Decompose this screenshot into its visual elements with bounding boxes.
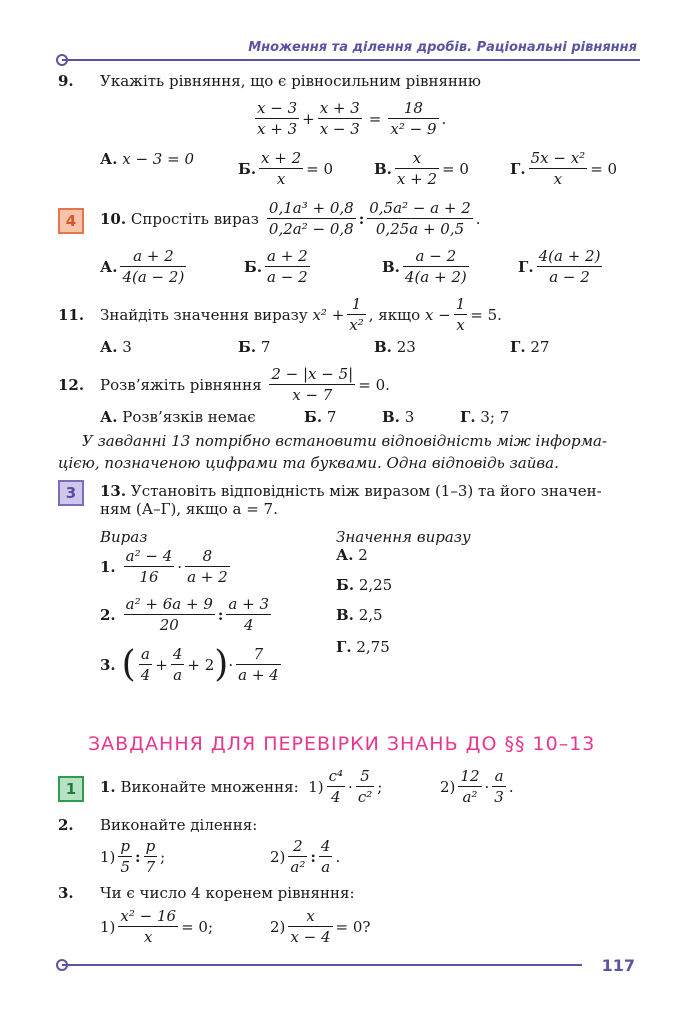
fraction: $\frac{18}{\text{x² − 9}}$	[390, 99, 437, 138]
task-12-option-d: Г. 3; 7	[460, 408, 510, 426]
match-value-c: В. 2,5	[336, 606, 383, 624]
page-number: 117	[601, 956, 635, 975]
column-header-expression: Вираз	[100, 528, 148, 546]
match-value-b: Б. 2,25	[336, 576, 393, 594]
level-badge-3: 3	[58, 480, 84, 506]
section-title: ЗАВДАННЯ ДЛЯ ПЕРЕВІРКИ ЗНАНЬ ДО §§ 10–13	[88, 733, 596, 755]
check-task-2-text: Виконайте ділення:	[100, 816, 258, 834]
fraction: $\frac{x + 3}{x - 3}$	[319, 99, 360, 138]
task-10-statement: 10. Спростіть вираз $\frac{\text{0,1a³ + 0,8}}{\text{0,2a² − 0,8}}$ : $\frac{\text{0,5a² − a + 2}}{0,25a + 0,5}$ .	[100, 199, 481, 238]
task-10-option-d: Г. $\frac{4(a + 2)}{a - 2}$	[518, 247, 601, 286]
task-12-number: 12.	[58, 376, 85, 394]
level-badge-1: 1	[58, 776, 84, 802]
task-12-option-c: В. 3	[382, 408, 415, 426]
task-12-option-b: Б. 7	[304, 408, 337, 426]
task-9-option-d: Г. $\frac{\text{5x − x²}}{x}$ = 0	[510, 149, 618, 188]
match-expression-3: 3. ( $\frac{a}{4}$ + $\frac{4}{a}$ + 2 ) · $\frac{7}{a + 4}$	[100, 643, 279, 685]
task-11-option-d: Г. 27	[510, 338, 550, 356]
task-9-option-b: Б. $\frac{x + 2}{x}$ = 0	[238, 149, 334, 188]
task-11-number: 11.	[58, 306, 85, 324]
check-task-2-part-1: 1) $\frac{p}{5}$ : $\frac{p}{7}$ ;	[100, 837, 166, 876]
match-expression-1: 1. $\frac{\text{a² − 4}}{16}$ · $\frac{8}{a + 2}$	[100, 547, 228, 586]
task-10-option-c: В. $\frac{a - 2}{4(a + 2)}$	[382, 247, 467, 286]
task-13-line-1: 13. Установіть відповідність між виразом (1–3) та його значен-	[100, 482, 602, 500]
check-task-3-part-1: 1) $\frac{\text{x² − 16}}{x}$ = 0;	[100, 907, 214, 946]
task-11-statement: Знайдіть значення виразу x² + $\frac{1}{\text{x²}}$ , якщо x − $\frac{1}{x}$ = 5.	[100, 295, 502, 334]
task-9-option-c: В. $\frac{x}{x + 2}$ = 0	[374, 149, 469, 188]
running-header: Множення та ділення дробів. Раціональні рівняння	[248, 40, 637, 55]
task-12-option-a: А. Розв’язків немає	[100, 408, 256, 426]
match-expression-2: 2. $\frac{\text{a² + 6a + 9}}{20}$ : $\frac{a + 3}{4}$	[100, 595, 270, 634]
task-13-line-2: ням (А–Г), якщо a = 7.	[100, 500, 278, 518]
column-header-value: Значення виразу	[336, 528, 471, 546]
task-11-option-a: А. 3	[100, 338, 132, 356]
task-9-text: Укажіть рівняння, що є рівносильним рівнянню	[100, 72, 481, 90]
instruction-note-line-2: цією, позначеною цифрами та буквами. Одна відповідь зайва.	[58, 454, 559, 472]
check-task-3-part-2: 2) $\frac{x}{x - 4}$ = 0?	[270, 907, 371, 946]
check-task-3-number: 3.	[58, 884, 74, 902]
match-value-d: Г. 2,75	[336, 638, 390, 656]
task-12-statement: Розв’яжіть рівняння $\frac{2 - |x - 5|}{x - 7}$ = 0.	[100, 365, 390, 404]
task-10-option-b: Б. $\frac{a + 2}{a - 2}$	[244, 247, 308, 286]
check-task-2-number: 2.	[58, 816, 74, 834]
check-task-1: 1. Виконайте множення: 1) $\frac{\text{c⁴}}{4}$ · $\frac{5}{\text{c²}}$ ;	[100, 767, 383, 806]
task-9-option-a: А. x − 3 = 0	[100, 150, 194, 168]
task-10-option-a: А. $\frac{a + 2}{4(a - 2)}$	[100, 247, 185, 286]
level-badge-4: 4	[58, 208, 84, 234]
check-task-1-part-2: 2) $\frac{12}{\text{a²}}$ · $\frac{a}{3}$ .	[440, 767, 514, 806]
task-11-option-b: Б. 7	[238, 338, 271, 356]
check-task-2-part-2: 2) $\frac{2}{\text{a²}}$ : $\frac{4}{a}$ .	[270, 837, 341, 876]
instruction-note-line-1: У завданні 13 потрібно встановити відповідність між інформа-	[82, 432, 608, 450]
task-11-option-c: В. 23	[374, 338, 416, 356]
task-9-number: 9.	[58, 72, 74, 90]
fraction: $\frac{x - 3}{x + 3}$	[257, 99, 298, 138]
header-rule	[62, 59, 640, 61]
match-value-a: А. 2	[336, 546, 368, 564]
footer-rule	[62, 964, 582, 966]
check-task-3-text: Чи є число 4 коренем рівняння:	[100, 884, 355, 902]
task-9-equation: $\frac{x - 3}{x + 3}$ + $\frac{x + 3}{x - 3}$ = $\frac{18}{\text{x² − 9}}$ .	[257, 99, 447, 138]
